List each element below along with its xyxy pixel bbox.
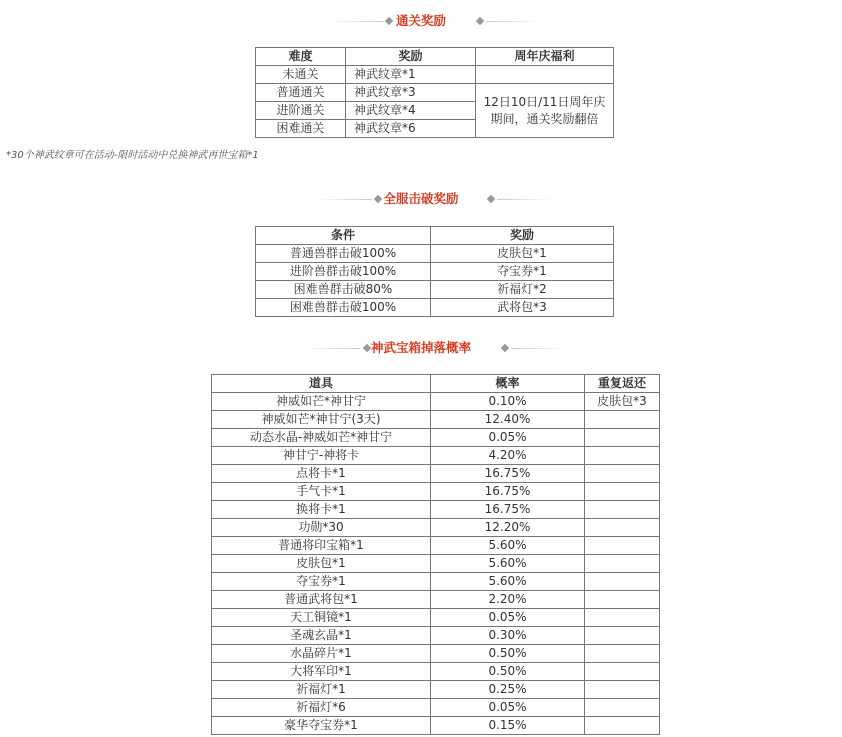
repeat-return-cell: 皮肤包*3 — [585, 393, 660, 411]
table-row — [212, 429, 660, 447]
probability-cell: 0.05% — [431, 699, 585, 717]
exchange-note: *30个神武纹章可在活动-限时活动中兑换神武再世宝箱*1 — [6, 150, 259, 161]
header-reward: 奖励 — [346, 48, 476, 66]
header-condition: 条件 — [256, 227, 431, 245]
difficulty-cell: 困难通关 — [256, 120, 346, 138]
item-cell: 手气卡*1 — [212, 483, 431, 501]
probability-cell: 0.10% — [431, 393, 585, 411]
probability-cell: 0.05% — [431, 429, 585, 447]
bonus-line: 期间，通关奖励翻倍 — [490, 111, 599, 126]
reward-cell: 神武纹章*4 — [346, 102, 476, 120]
table-row — [212, 519, 660, 537]
table-row — [212, 699, 660, 717]
difficulty-cell: 进阶通关 — [256, 102, 346, 120]
item-cell: 圣魂玄晶*1 — [212, 627, 431, 645]
empty-cell — [585, 555, 660, 573]
header-reward: 奖励 — [431, 227, 614, 245]
condition-cell: 困难兽群击破100% — [256, 299, 431, 317]
table-row — [212, 483, 660, 501]
item-cell: 祈福灯*1 — [212, 681, 431, 699]
item-cell: 神甘宁-神将卡 — [212, 447, 431, 465]
reward-cell: 夺宝券*1 — [431, 263, 614, 281]
empty-cell — [585, 681, 660, 699]
item-cell: 豪华夺宝券*1 — [212, 717, 431, 735]
clear-rewards-table — [255, 47, 614, 138]
probability-cell: 0.30% — [431, 627, 585, 645]
header-repeat-return: 重复返还 — [585, 375, 660, 393]
probability-cell: 16.75% — [431, 483, 585, 501]
header-probability: 概率 — [431, 375, 585, 393]
bonus-line: 12日10日/11日周年庆 — [483, 94, 606, 109]
bonus-empty-cell — [476, 66, 614, 84]
probability-cell: 16.75% — [431, 501, 585, 519]
empty-cell — [585, 519, 660, 537]
reward-cell: 神武纹章*1 — [346, 66, 476, 84]
empty-cell — [585, 537, 660, 555]
item-cell: 点将卡*1 — [212, 465, 431, 483]
section-title-text: 通关奖励 — [395, 13, 446, 28]
item-cell: 神威如芒*神甘宁 — [212, 393, 431, 411]
probability-cell: 4.20% — [431, 447, 585, 465]
probability-cell: 12.40% — [431, 411, 585, 429]
condition-cell: 困难兽群击破80% — [256, 281, 431, 299]
empty-cell — [585, 483, 660, 501]
table-row — [212, 537, 660, 555]
table-row — [212, 627, 660, 645]
table-row — [256, 66, 614, 84]
section-title-text: 全服击破奖励 — [383, 191, 459, 206]
table-row — [212, 591, 660, 609]
table-row — [212, 717, 660, 735]
item-cell: 功勋*30 — [212, 519, 431, 537]
probability-cell: 16.75% — [431, 465, 585, 483]
table-row — [212, 645, 660, 663]
probability-cell: 0.50% — [431, 645, 585, 663]
empty-cell — [585, 645, 660, 663]
empty-cell — [585, 465, 660, 483]
empty-cell — [585, 591, 660, 609]
probability-cell: 0.50% — [431, 663, 585, 681]
item-cell: 祈福灯*6 — [212, 699, 431, 717]
item-cell: 大将军印*1 — [212, 663, 431, 681]
item-cell: 夺宝券*1 — [212, 573, 431, 591]
table-row — [212, 681, 660, 699]
header-item: 道具 — [212, 375, 431, 393]
empty-cell — [585, 501, 660, 519]
table-row — [256, 281, 614, 299]
probability-cell: 5.60% — [431, 573, 585, 591]
table-row — [256, 263, 614, 281]
table-row — [256, 245, 614, 263]
difficulty-cell: 普通通关 — [256, 84, 346, 102]
table-row — [212, 465, 660, 483]
item-cell: 普通将印宝箱*1 — [212, 537, 431, 555]
probability-cell: 5.60% — [431, 537, 585, 555]
empty-cell — [585, 627, 660, 645]
condition-cell: 普通兽群击破100% — [256, 245, 431, 263]
probability-cell: 0.15% — [431, 717, 585, 735]
empty-cell — [585, 717, 660, 735]
table-row — [212, 663, 660, 681]
empty-cell — [585, 699, 660, 717]
reward-cell: 皮肤包*1 — [431, 245, 614, 263]
table-row — [212, 555, 660, 573]
item-cell: 天工铜镜*1 — [212, 609, 431, 627]
header-difficulty: 难度 — [256, 48, 346, 66]
item-cell: 皮肤包*1 — [212, 555, 431, 573]
empty-cell — [585, 609, 660, 627]
probability-cell: 12.20% — [431, 519, 585, 537]
empty-cell — [585, 663, 660, 681]
probability-cell: 0.25% — [431, 681, 585, 699]
condition-cell: 进阶兽群击破100% — [256, 263, 431, 281]
probability-cell: 0.05% — [431, 609, 585, 627]
probability-cell: 2.20% — [431, 591, 585, 609]
empty-cell — [585, 573, 660, 591]
reward-cell: 武将包*3 — [431, 299, 614, 317]
item-cell: 普通武将包*1 — [212, 591, 431, 609]
section-title-drop-rates — [0, 338, 842, 358]
section-title-server-rewards — [0, 189, 842, 209]
table-row — [212, 411, 660, 429]
table-header-row — [212, 375, 660, 393]
table-row — [212, 573, 660, 591]
item-cell: 水晶碎片*1 — [212, 645, 431, 663]
item-cell: 神威如芒*神甘宁(3天) — [212, 411, 431, 429]
drop-rate-table — [211, 374, 660, 735]
table-row — [256, 84, 614, 102]
item-cell: 动态水晶-神威如芒*神甘宁 — [212, 429, 431, 447]
anniversary-bonus-cell — [476, 84, 614, 138]
reward-cell: 祈福灯*2 — [431, 281, 614, 299]
empty-cell — [585, 429, 660, 447]
item-cell: 换将卡*1 — [212, 501, 431, 519]
section-title-clear-rewards — [0, 11, 842, 31]
table-row — [212, 609, 660, 627]
header-anniversary-bonus: 周年庆福利 — [476, 48, 614, 66]
empty-cell — [585, 411, 660, 429]
section-title-text: 神武宝箱掉落概率 — [370, 340, 471, 355]
table-row — [212, 393, 660, 411]
table-row — [212, 447, 660, 465]
table-row — [256, 299, 614, 317]
table-header-row — [256, 48, 614, 66]
table-row — [212, 501, 660, 519]
server-rewards-table — [255, 226, 614, 317]
probability-cell: 5.60% — [431, 555, 585, 573]
table-header-row — [256, 227, 614, 245]
reward-cell: 神武纹章*6 — [346, 120, 476, 138]
empty-cell — [585, 447, 660, 465]
difficulty-cell: 未通关 — [256, 66, 346, 84]
reward-cell: 神武纹章*3 — [346, 84, 476, 102]
